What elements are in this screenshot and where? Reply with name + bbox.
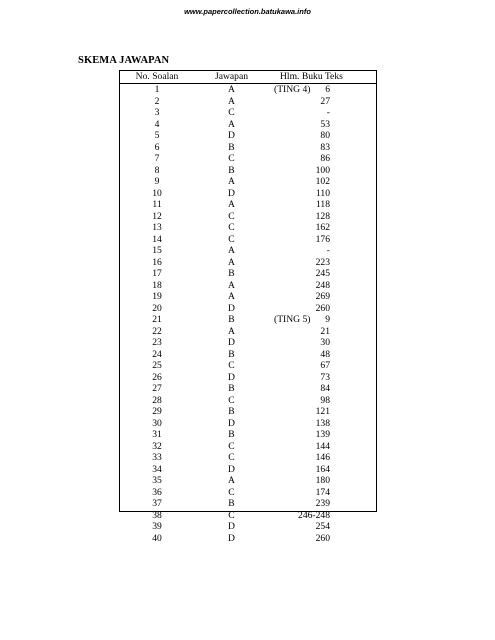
table-row bbox=[120, 280, 376, 292]
answer-letter: D bbox=[228, 521, 235, 532]
answer-letter: C bbox=[228, 509, 235, 521]
textbook-page: 98 bbox=[320, 394, 330, 406]
question-number: 20 bbox=[152, 302, 162, 314]
table-body bbox=[120, 84, 376, 544]
textbook-page: 53 bbox=[320, 118, 330, 130]
question-number: 1 bbox=[154, 84, 160, 95]
answer-letter: D bbox=[228, 532, 235, 544]
question-number: 25 bbox=[152, 360, 162, 371]
table-row bbox=[120, 211, 376, 223]
answer-letter: B bbox=[228, 383, 235, 394]
question-number: 2 bbox=[154, 95, 160, 107]
textbook-page: 164 bbox=[315, 463, 330, 475]
answer-letter: C bbox=[228, 486, 235, 498]
textbook-page: 246-248 bbox=[298, 509, 330, 521]
textbook-page: 121 bbox=[315, 406, 330, 417]
textbook-page: 176 bbox=[315, 233, 330, 245]
answer-letter: A bbox=[228, 118, 235, 130]
answer-letter: C bbox=[228, 107, 235, 118]
table-row bbox=[120, 245, 376, 257]
question-number: 29 bbox=[152, 406, 162, 417]
question-number: 21 bbox=[152, 314, 162, 325]
table-row bbox=[120, 130, 376, 142]
question-number: 10 bbox=[152, 187, 162, 199]
question-number: 22 bbox=[152, 325, 162, 337]
form-level-label: (TING 5) bbox=[274, 314, 311, 325]
textbook-page: 139 bbox=[315, 429, 330, 440]
textbook-page: 260 bbox=[315, 302, 330, 314]
table-row bbox=[120, 510, 376, 522]
textbook-page: 269 bbox=[315, 291, 330, 302]
question-number: 5 bbox=[154, 130, 160, 141]
question-number: 16 bbox=[152, 256, 162, 268]
textbook-page: - bbox=[326, 107, 330, 118]
table-row bbox=[120, 119, 376, 131]
table-row bbox=[120, 176, 376, 188]
answer-letter: A bbox=[228, 291, 235, 302]
table-row bbox=[120, 452, 376, 464]
table-row bbox=[120, 475, 376, 487]
table-row bbox=[120, 153, 376, 165]
answer-letter: A bbox=[228, 279, 235, 291]
answer-letter: A bbox=[228, 325, 235, 337]
answer-letter: D bbox=[228, 371, 235, 383]
question-number: 12 bbox=[152, 210, 162, 222]
textbook-page: 245 bbox=[315, 268, 330, 279]
textbook-page: 146 bbox=[315, 452, 330, 463]
textbook-page: 48 bbox=[320, 348, 330, 360]
answer-letter: D bbox=[228, 302, 235, 314]
answer-letter: B bbox=[228, 406, 235, 417]
table-row bbox=[120, 406, 376, 418]
answer-letter: A bbox=[228, 256, 235, 268]
textbook-page: 223 bbox=[315, 256, 330, 268]
question-number: 6 bbox=[154, 141, 160, 153]
header-hlm-buku-teks: Hlm. Buku Teks bbox=[280, 71, 343, 82]
answer-letter: A bbox=[228, 199, 235, 210]
table-row bbox=[120, 199, 376, 211]
answer-letter: A bbox=[228, 95, 235, 107]
question-number: 26 bbox=[152, 371, 162, 383]
question-number: 36 bbox=[152, 486, 162, 498]
table-row bbox=[120, 395, 376, 407]
question-number: 14 bbox=[152, 233, 162, 245]
answer-letter: C bbox=[228, 440, 235, 452]
table-row bbox=[120, 337, 376, 349]
textbook-page: 73 bbox=[320, 371, 330, 383]
table-row bbox=[120, 383, 376, 395]
question-number: 30 bbox=[152, 417, 162, 429]
header-jawapan: Jawapan bbox=[214, 71, 249, 82]
answer-letter: A bbox=[228, 176, 235, 187]
table-row bbox=[120, 464, 376, 476]
answer-letter: D bbox=[228, 417, 235, 429]
question-number: 40 bbox=[152, 532, 162, 544]
question-number: 39 bbox=[152, 521, 162, 532]
answer-letter: C bbox=[228, 452, 235, 463]
question-number: 15 bbox=[152, 245, 162, 256]
question-number: 17 bbox=[152, 268, 162, 279]
table-row bbox=[120, 303, 376, 315]
answer-letter: B bbox=[228, 164, 235, 176]
table-row bbox=[120, 418, 376, 430]
table-row bbox=[120, 372, 376, 384]
question-number: 32 bbox=[152, 440, 162, 452]
question-number: 31 bbox=[152, 429, 162, 440]
header-url: www.papercollection.batukawa.info bbox=[184, 7, 311, 16]
textbook-page: 30 bbox=[320, 337, 330, 348]
textbook-page: 162 bbox=[315, 222, 330, 233]
question-number: 18 bbox=[152, 279, 162, 291]
table-row bbox=[120, 291, 376, 303]
table-row bbox=[120, 487, 376, 499]
question-number: 3 bbox=[154, 107, 160, 118]
question-number: 33 bbox=[152, 452, 162, 463]
textbook-page: 21 bbox=[320, 325, 330, 337]
table-row bbox=[120, 498, 376, 510]
table-row bbox=[120, 441, 376, 453]
table-row bbox=[120, 360, 376, 372]
textbook-page: 6 bbox=[325, 84, 330, 95]
textbook-page: 180 bbox=[315, 475, 330, 486]
answer-letter: C bbox=[228, 222, 235, 233]
answer-letter: D bbox=[228, 337, 235, 348]
answer-letter: D bbox=[228, 463, 235, 475]
table-row bbox=[120, 188, 376, 200]
answer-letter: C bbox=[228, 233, 235, 245]
table-header bbox=[120, 71, 376, 84]
question-number: 7 bbox=[154, 153, 160, 164]
question-number: 35 bbox=[152, 475, 162, 486]
answer-letter: B bbox=[228, 141, 235, 153]
header-no-soalan: No. Soalan bbox=[135, 71, 179, 82]
textbook-page: 80 bbox=[320, 130, 330, 141]
table-row bbox=[120, 533, 376, 545]
answer-letter: A bbox=[228, 245, 235, 256]
question-number: 4 bbox=[154, 118, 160, 130]
table-row bbox=[120, 314, 376, 326]
question-number: 13 bbox=[152, 222, 162, 233]
question-number: 34 bbox=[152, 463, 162, 475]
question-number: 23 bbox=[152, 337, 162, 348]
textbook-page: 83 bbox=[320, 141, 330, 153]
question-number: 8 bbox=[154, 164, 160, 176]
answer-letter: B bbox=[228, 268, 235, 279]
table-row bbox=[120, 107, 376, 119]
answer-letter: B bbox=[228, 314, 235, 325]
answer-letter: C bbox=[228, 153, 235, 164]
answer-letter: D bbox=[228, 130, 235, 141]
textbook-page: 67 bbox=[320, 360, 330, 371]
table-row bbox=[120, 234, 376, 246]
table-row bbox=[120, 429, 376, 441]
textbook-page: 102 bbox=[315, 176, 330, 187]
textbook-page: 138 bbox=[315, 417, 330, 429]
question-number: 11 bbox=[152, 199, 162, 210]
textbook-page: 86 bbox=[320, 153, 330, 164]
table-row bbox=[120, 84, 376, 96]
question-number: 19 bbox=[152, 291, 162, 302]
table-row bbox=[120, 326, 376, 338]
answer-letter: B bbox=[228, 348, 235, 360]
page-title: SKEMA JAWAPAN bbox=[78, 55, 170, 66]
table-row bbox=[120, 96, 376, 108]
textbook-page: 254 bbox=[315, 521, 330, 532]
answer-letter: C bbox=[228, 360, 235, 371]
form-level-label: (TING 4) bbox=[274, 84, 311, 95]
textbook-page: 100 bbox=[315, 164, 330, 176]
table-row bbox=[120, 142, 376, 154]
answer-letter: C bbox=[228, 210, 235, 222]
question-number: 9 bbox=[154, 176, 160, 187]
table-row bbox=[120, 222, 376, 234]
answer-letter: C bbox=[228, 394, 235, 406]
textbook-page: 144 bbox=[315, 440, 330, 452]
textbook-page: 239 bbox=[315, 498, 330, 509]
textbook-page: 118 bbox=[315, 199, 330, 210]
answer-letter: B bbox=[228, 429, 235, 440]
answer-letter: A bbox=[228, 475, 235, 486]
textbook-page: 260 bbox=[315, 532, 330, 544]
question-number: 38 bbox=[152, 509, 162, 521]
table-row bbox=[120, 257, 376, 269]
textbook-page: 174 bbox=[315, 486, 330, 498]
table-row bbox=[120, 268, 376, 280]
textbook-page: 84 bbox=[320, 383, 330, 394]
answer-table bbox=[119, 70, 377, 544]
question-number: 27 bbox=[152, 383, 162, 394]
textbook-page: 27 bbox=[320, 95, 330, 107]
table-row bbox=[120, 349, 376, 361]
answer-letter: B bbox=[228, 498, 235, 509]
question-number: 37 bbox=[152, 498, 162, 509]
question-number: 28 bbox=[152, 394, 162, 406]
textbook-page: 110 bbox=[315, 187, 330, 199]
textbook-page: - bbox=[326, 245, 330, 256]
textbook-page: 248 bbox=[315, 279, 330, 291]
question-number: 24 bbox=[152, 348, 162, 360]
textbook-page: 128 bbox=[315, 210, 330, 222]
table-row bbox=[120, 521, 376, 533]
answer-letter: D bbox=[228, 187, 235, 199]
textbook-page: 9 bbox=[325, 314, 330, 325]
answer-letter: A bbox=[228, 84, 235, 95]
table-row bbox=[120, 165, 376, 177]
